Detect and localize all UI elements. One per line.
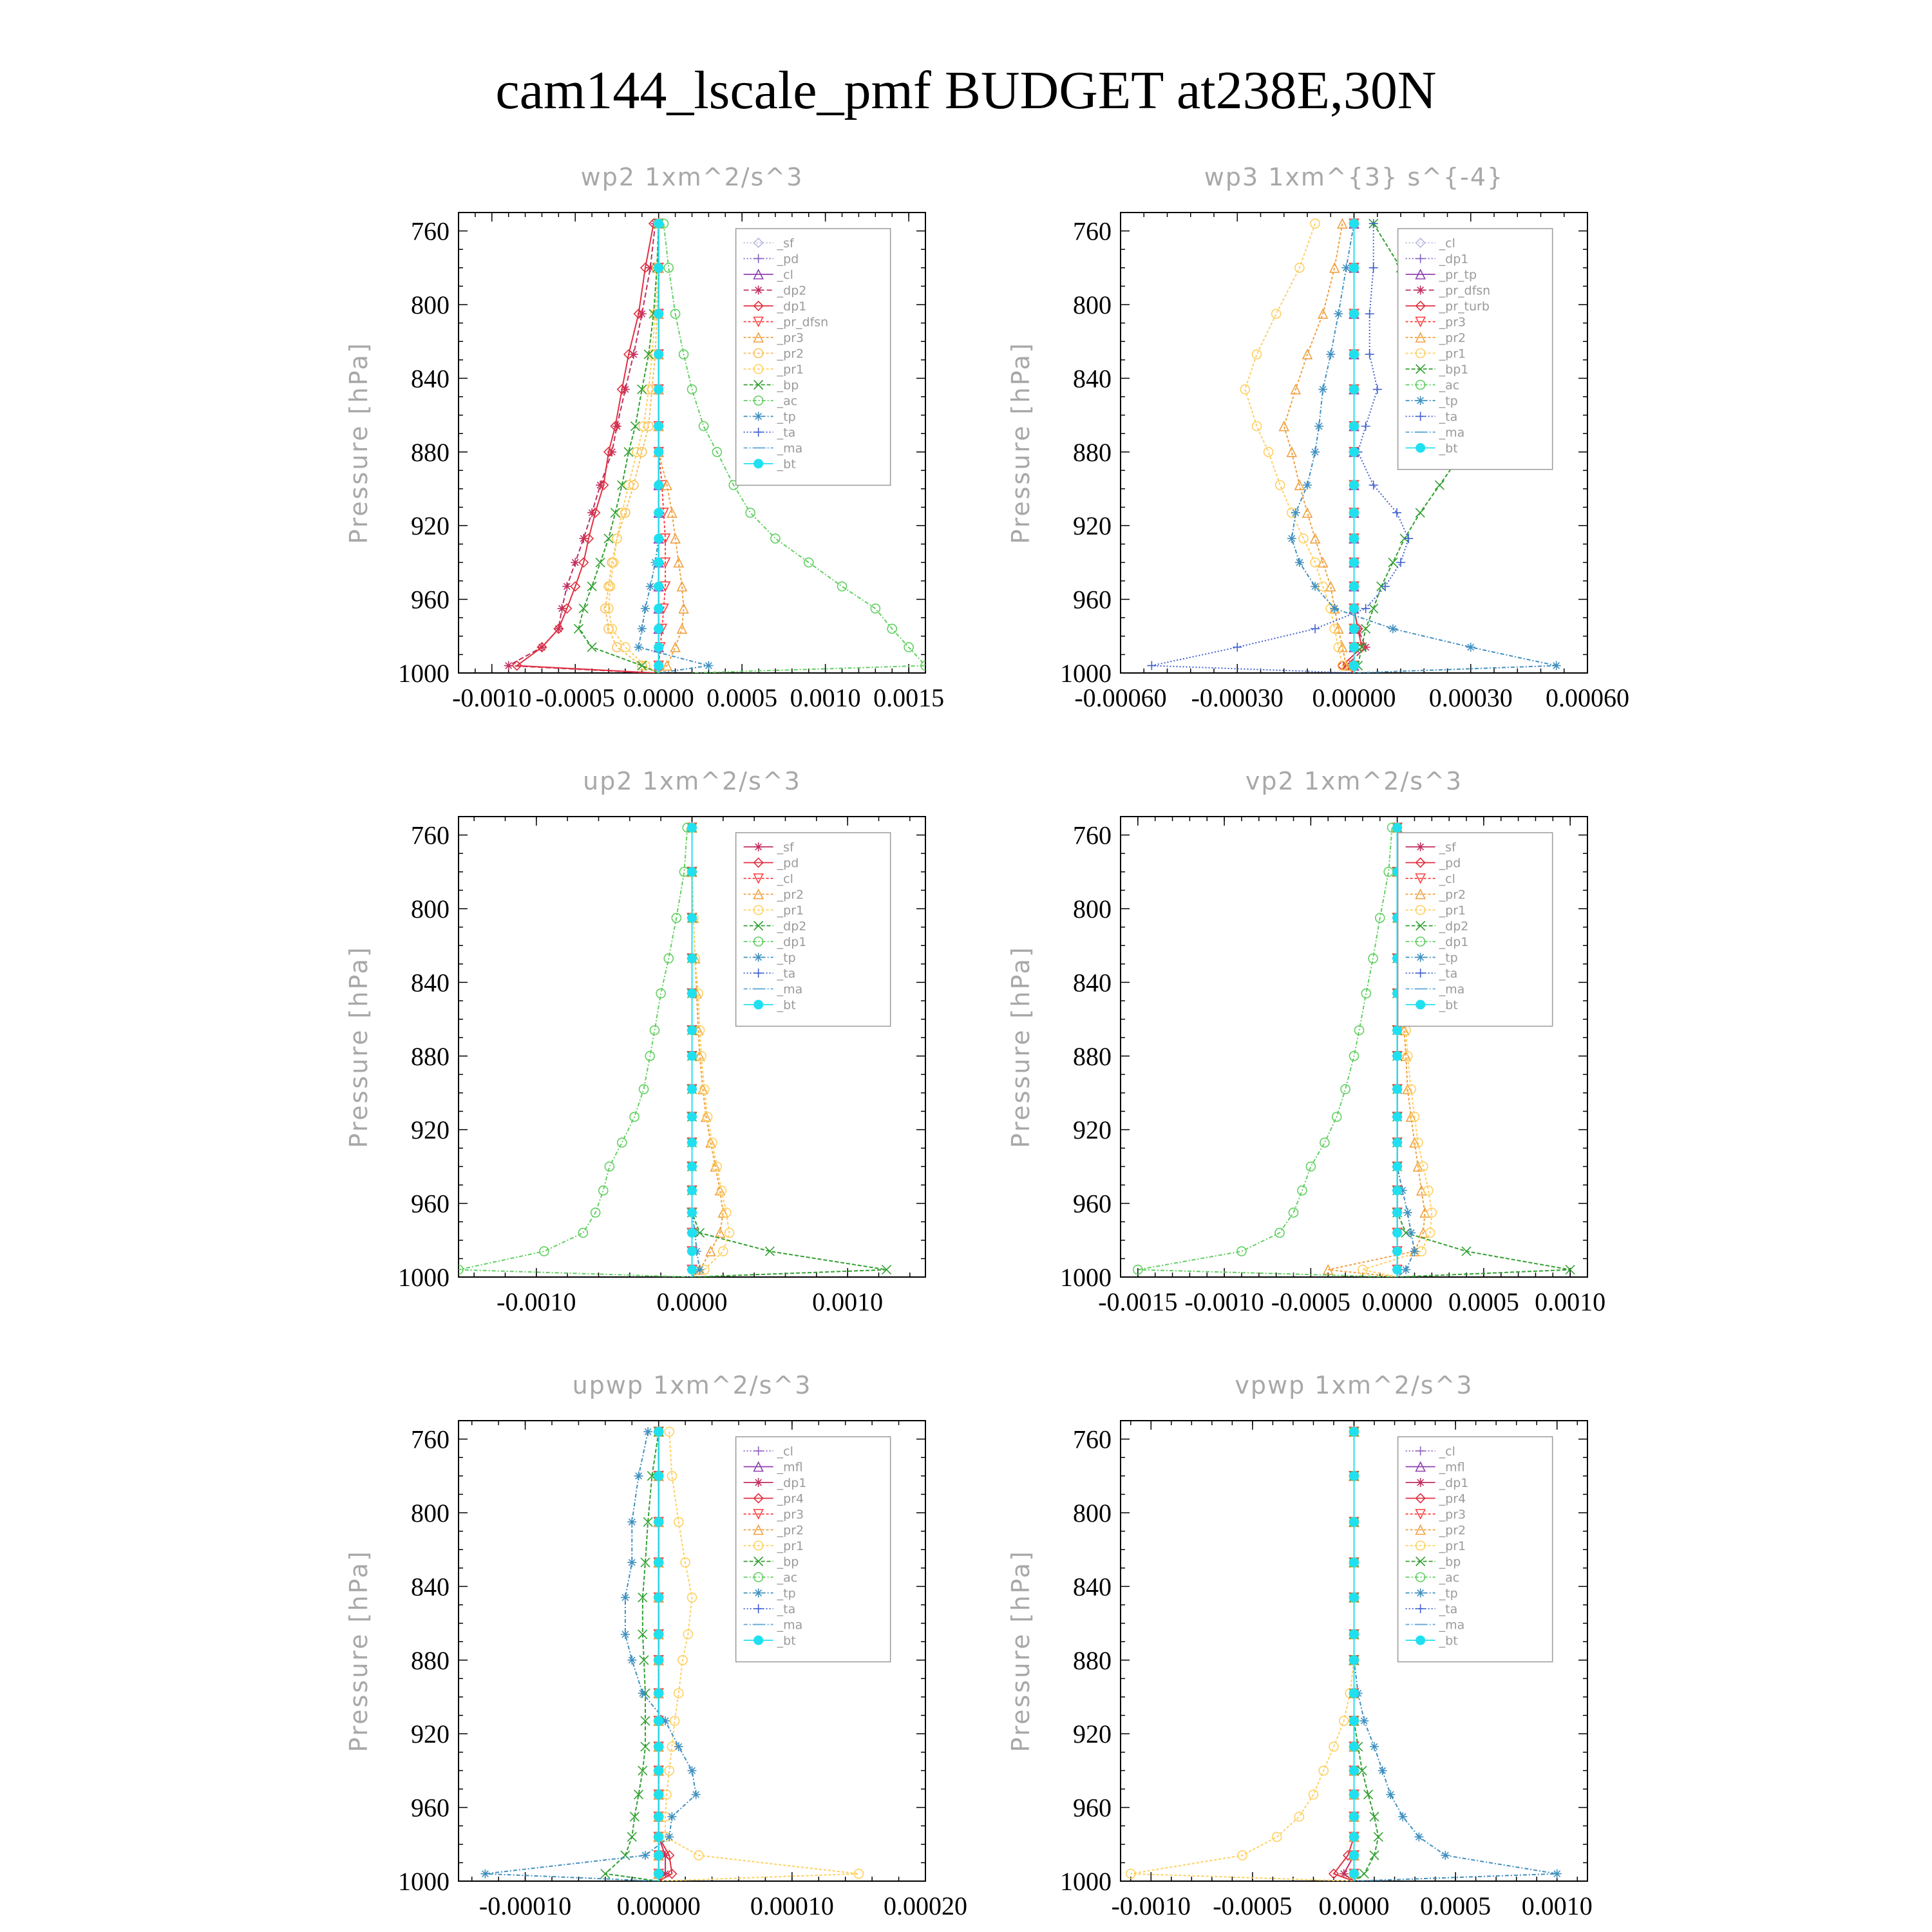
legend-marker bbox=[754, 412, 763, 421]
data-point_bt bbox=[1393, 1138, 1402, 1147]
legend-label: _pd bbox=[777, 856, 799, 871]
x-tick-label: -0.00030 bbox=[1191, 683, 1283, 712]
legend-marker bbox=[754, 1478, 763, 1487]
data-point_bt bbox=[1350, 219, 1359, 228]
legend-label: _ac bbox=[1439, 1571, 1460, 1585]
x-tick-label: -0.00060 bbox=[1074, 683, 1167, 712]
data-point_bt bbox=[1350, 534, 1359, 543]
y-tick-label: 1000 bbox=[398, 1263, 450, 1292]
data-point_bt bbox=[654, 1593, 663, 1602]
legend-label: _pr2 bbox=[777, 1523, 804, 1538]
data-point_bt bbox=[654, 309, 663, 318]
legend-marker bbox=[1416, 286, 1425, 295]
data-point_tp bbox=[1441, 1851, 1450, 1860]
legend-label: _bt bbox=[777, 998, 796, 1012]
legend-label: _tp bbox=[1439, 951, 1458, 965]
legend-label: _pr_dfsn bbox=[1439, 283, 1491, 298]
data-point_tp bbox=[1414, 1832, 1423, 1841]
data-point_bt bbox=[1350, 1870, 1359, 1879]
legend-label: _ta bbox=[1439, 1602, 1458, 1616]
data-point_tp bbox=[1398, 1812, 1407, 1821]
legend-label: _dp1 bbox=[1439, 935, 1469, 949]
data-point_bt bbox=[654, 534, 663, 543]
data-point_bt bbox=[1350, 309, 1359, 318]
legend-label: _ta bbox=[1439, 410, 1458, 424]
legend-label: _ma bbox=[1439, 1618, 1465, 1633]
legend-label: _ma bbox=[777, 1618, 803, 1633]
y-tick-label: 920 bbox=[411, 511, 450, 541]
legend-marker bbox=[754, 842, 763, 851]
data-point_bt bbox=[654, 1517, 663, 1526]
chart-title: wp3 1xm^{3} s^{-4} bbox=[1204, 163, 1504, 191]
data-point_bt bbox=[654, 1558, 663, 1567]
data-point_bt bbox=[688, 1208, 697, 1217]
chart-title: vpwp 1xm^2/s^3 bbox=[1235, 1371, 1473, 1399]
y-tick-label: 840 bbox=[1073, 1572, 1112, 1602]
data-point_bt bbox=[1350, 643, 1359, 652]
data-point_bt bbox=[654, 1716, 663, 1725]
data-point_bt bbox=[654, 1472, 663, 1481]
y-tick-label: 920 bbox=[1073, 1719, 1112, 1749]
y-tick-label: 800 bbox=[411, 290, 450, 319]
x-tick-label: 0.0010 bbox=[1521, 1891, 1593, 1920]
data-point_bt bbox=[688, 1026, 697, 1035]
data-point_bt bbox=[1350, 1766, 1359, 1775]
chart-title: vp2 1xm^2/s^3 bbox=[1245, 767, 1463, 795]
legend-marker bbox=[1416, 1589, 1425, 1598]
legend-label: _dp2 bbox=[1439, 919, 1469, 934]
data-point_tp bbox=[1370, 1742, 1379, 1751]
legend-label: _bt bbox=[1439, 998, 1458, 1012]
legend-label: _bt bbox=[777, 1634, 796, 1648]
y-tick-label: 760 bbox=[1073, 216, 1112, 246]
legend-label: _pr2 bbox=[777, 887, 804, 902]
y-tick-label: 960 bbox=[1073, 1793, 1112, 1823]
legend-marker bbox=[754, 1636, 763, 1645]
data-point_bt bbox=[654, 624, 663, 633]
data-point_bt bbox=[1393, 1162, 1402, 1171]
data-point_bt bbox=[688, 1228, 697, 1237]
data-point_bt bbox=[654, 385, 663, 394]
legend-box bbox=[736, 833, 891, 1027]
data-point_bt bbox=[1350, 1427, 1359, 1436]
legend-label: _pr3 bbox=[777, 1508, 804, 1522]
y-tick-label: 1000 bbox=[1060, 1867, 1112, 1896]
y-tick-label: 840 bbox=[411, 968, 450, 998]
data-point_bt bbox=[1350, 1630, 1359, 1639]
legend-marker bbox=[1416, 444, 1425, 453]
data-point_bt bbox=[1350, 1851, 1359, 1860]
chart-title: wp2 1xm^2/s^3 bbox=[580, 163, 804, 191]
data-point_bt bbox=[1393, 1208, 1402, 1217]
y-tick-label: 760 bbox=[411, 216, 450, 246]
x-tick-label: 0.0000 bbox=[623, 683, 694, 712]
legend-label: _tp bbox=[777, 410, 796, 424]
x-tick-label: 0.0010 bbox=[812, 1287, 884, 1316]
data-point_bt bbox=[654, 1742, 663, 1751]
legend-marker bbox=[754, 1589, 763, 1598]
legend-label: _bt bbox=[777, 457, 796, 471]
data-point_bt bbox=[654, 263, 663, 272]
y-tick-label: 1000 bbox=[398, 1867, 450, 1896]
data-point_bt bbox=[1350, 1593, 1359, 1602]
legend-label: _bt bbox=[1439, 1634, 1458, 1648]
x-tick-label: -0.0015 bbox=[1098, 1287, 1178, 1316]
data-point_bt bbox=[1350, 1656, 1359, 1665]
data-point_bt bbox=[1350, 263, 1359, 272]
data-point_bt bbox=[1393, 1247, 1402, 1256]
data-point_tp bbox=[1553, 1870, 1562, 1879]
data-point_bt bbox=[654, 558, 663, 567]
data-point_bt bbox=[1393, 1084, 1402, 1094]
x-tick-label: 0.00010 bbox=[750, 1891, 834, 1920]
data-point_bt bbox=[654, 643, 663, 652]
y-tick-label: 880 bbox=[1073, 437, 1112, 467]
y-axis-label: Pressure [hPa] bbox=[345, 1549, 373, 1752]
legend-marker bbox=[754, 953, 763, 962]
legend-label: _pr1 bbox=[777, 363, 804, 377]
data-point_bt bbox=[1350, 582, 1359, 591]
data-point_bt bbox=[1350, 448, 1359, 457]
legend-marker bbox=[1416, 1636, 1425, 1645]
data-point_bt bbox=[1350, 422, 1359, 431]
legend-label: _tp bbox=[777, 1586, 796, 1601]
data-point_bt bbox=[1350, 1517, 1359, 1526]
data-point_bt bbox=[1350, 661, 1359, 670]
data-point_bt bbox=[688, 823, 697, 832]
legend-box bbox=[736, 229, 891, 486]
legend-label: _mfl bbox=[1439, 1460, 1465, 1475]
y-tick-label: 800 bbox=[411, 1499, 450, 1528]
y-tick-label: 880 bbox=[411, 1645, 450, 1675]
data-point_bt bbox=[1393, 1026, 1402, 1035]
data-point_bt bbox=[688, 1138, 697, 1147]
legend-label: _pr1 bbox=[1439, 346, 1466, 361]
data-point_bt bbox=[1350, 1716, 1359, 1725]
x-tick-label: -0.00010 bbox=[478, 1891, 572, 1920]
data-point_bt bbox=[1393, 1186, 1402, 1195]
y-tick-label: 800 bbox=[1073, 895, 1112, 923]
x-tick-label: -0.0010 bbox=[452, 683, 532, 712]
y-tick-label: 1000 bbox=[398, 659, 450, 688]
y-axis-label: Pressure [hPa] bbox=[1007, 1549, 1035, 1752]
legend-label: _bp bbox=[777, 378, 799, 393]
data-point_bt bbox=[654, 1851, 663, 1860]
y-tick-label: 1000 bbox=[1060, 659, 1112, 688]
legend-label: _bp bbox=[1439, 1555, 1461, 1569]
x-tick-label: 0.00000 bbox=[1312, 683, 1396, 712]
legend-label: _pr4 bbox=[1439, 1492, 1466, 1506]
legend-label: _dp1 bbox=[777, 299, 807, 314]
data-point_bt bbox=[654, 448, 663, 457]
legend-label: _tp bbox=[1439, 1586, 1458, 1601]
x-tick-label: 0.00020 bbox=[884, 1891, 967, 1920]
x-tick-label: 0.0005 bbox=[706, 683, 778, 712]
legend-label: _pr1 bbox=[1439, 1539, 1466, 1553]
legend-label: _dp2 bbox=[777, 283, 807, 298]
x-tick-label: 0.0000 bbox=[1318, 1891, 1390, 1920]
legend-label: _tp bbox=[777, 951, 796, 965]
data-point_tp bbox=[1359, 1716, 1368, 1725]
y-tick-label: 880 bbox=[411, 437, 450, 467]
legend-marker bbox=[1416, 1000, 1425, 1009]
data-point_bt bbox=[688, 1162, 697, 1171]
y-tick-label: 960 bbox=[411, 1793, 450, 1823]
legend-label: _dp2 bbox=[777, 919, 807, 934]
legend-label: _pr1 bbox=[777, 904, 804, 918]
data-point_bt bbox=[1350, 1832, 1359, 1841]
legend-label: _ac bbox=[777, 1571, 798, 1585]
legend-label: _bt bbox=[1439, 441, 1458, 456]
data-point_bt bbox=[1350, 350, 1359, 359]
data-point_bt bbox=[654, 1656, 663, 1665]
legend-label: _pr1 bbox=[1439, 904, 1466, 918]
y-tick-label: 920 bbox=[411, 1719, 450, 1749]
data-point_bt bbox=[1350, 385, 1359, 394]
chart-title: upwp 1xm^2/s^3 bbox=[572, 1371, 812, 1399]
data-point_bt bbox=[1393, 1265, 1402, 1274]
legend-marker bbox=[754, 1000, 763, 1009]
data-point_bt bbox=[654, 1790, 663, 1799]
data-point_tp bbox=[667, 1812, 676, 1821]
data-point_bt bbox=[654, 219, 663, 228]
data-point_bt bbox=[654, 661, 663, 670]
legend-label: _pr_turb bbox=[1439, 299, 1490, 314]
legend-label: _cl bbox=[1439, 236, 1455, 251]
y-tick-label: 920 bbox=[1073, 511, 1112, 541]
y-tick-label: 760 bbox=[1073, 1425, 1112, 1454]
legend-label: _pr2 bbox=[777, 346, 804, 361]
data-point_bt bbox=[688, 1247, 697, 1256]
legend-marker bbox=[754, 286, 763, 295]
data-point_bt bbox=[654, 422, 663, 431]
data-point_bt bbox=[688, 1112, 697, 1121]
data-point_bt bbox=[654, 480, 663, 489]
y-tick-label: 760 bbox=[411, 820, 450, 850]
y-tick-label: 800 bbox=[411, 895, 450, 923]
data-point_bt bbox=[688, 954, 697, 963]
y-tick-label: 960 bbox=[1073, 1189, 1112, 1218]
data-point_bt bbox=[654, 1766, 663, 1775]
data-point_bt bbox=[688, 1052, 697, 1061]
legend-marker bbox=[1416, 1478, 1425, 1487]
x-tick-label: 0.00060 bbox=[1546, 683, 1629, 712]
data-point_bt bbox=[1350, 558, 1359, 567]
legend-label: _sf bbox=[1439, 840, 1456, 855]
legend-label: _cl bbox=[777, 872, 793, 886]
legend-marker bbox=[1416, 396, 1425, 405]
data-point_bt bbox=[654, 582, 663, 591]
legend-marker bbox=[1416, 953, 1425, 962]
y-tick-label: 840 bbox=[1073, 968, 1112, 998]
legend-label: _pr_tp bbox=[1439, 268, 1477, 282]
y-axis-label: Pressure [hPa] bbox=[1007, 341, 1035, 544]
legend-label: _dp1 bbox=[1439, 252, 1469, 267]
x-tick-label: 0.0015 bbox=[873, 683, 945, 712]
x-tick-label: -0.0010 bbox=[497, 1287, 576, 1316]
legend-label: _dp1 bbox=[1439, 1476, 1469, 1490]
legend-label: _pr2 bbox=[1439, 887, 1466, 902]
y-tick-label: 840 bbox=[411, 1572, 450, 1602]
y-tick-label: 760 bbox=[411, 1425, 450, 1454]
legend-label: _dp1 bbox=[777, 1476, 807, 1490]
y-axis-label: Pressure [hPa] bbox=[345, 341, 373, 544]
legend-label: _ta bbox=[777, 967, 796, 981]
data-point_bt bbox=[1350, 624, 1359, 633]
legend-marker bbox=[754, 459, 763, 468]
data-point_tp bbox=[1406, 1228, 1416, 1237]
data-point_bt bbox=[654, 1630, 663, 1639]
y-tick-label: 960 bbox=[411, 1189, 450, 1218]
data-point_tp bbox=[1318, 385, 1327, 394]
x-tick-label: 0.0010 bbox=[790, 683, 861, 712]
data-point_tp bbox=[688, 1766, 697, 1775]
data-point_bt bbox=[1350, 1812, 1359, 1821]
data-point_bt bbox=[688, 1186, 697, 1195]
legend-box bbox=[1398, 1437, 1553, 1662]
x-tick-label: 0.0010 bbox=[1535, 1287, 1606, 1316]
legend-label: _sf bbox=[777, 236, 794, 251]
y-tick-label: 960 bbox=[1073, 585, 1112, 614]
data-point_tp bbox=[1386, 1790, 1395, 1799]
data-point_bt bbox=[1350, 480, 1359, 489]
legend-label: _sf bbox=[777, 840, 794, 855]
y-axis-label: Pressure [hPa] bbox=[1007, 945, 1035, 1148]
y-tick-label: 800 bbox=[1073, 1499, 1112, 1528]
legend-label: _cl bbox=[1439, 1444, 1455, 1459]
x-tick-label: 0.0000 bbox=[1361, 1287, 1433, 1316]
legend-label: _tp bbox=[1439, 394, 1458, 408]
legend-label: _pr4 bbox=[777, 1492, 804, 1506]
x-tick-label: -0.0005 bbox=[1271, 1287, 1351, 1316]
legend-label: _ac bbox=[777, 394, 798, 408]
legend-label: _dp1 bbox=[777, 935, 807, 949]
data-point_bt bbox=[1393, 1112, 1402, 1121]
y-tick-label: 880 bbox=[1073, 1041, 1112, 1071]
x-tick-label: -0.0005 bbox=[535, 683, 615, 712]
data-point_bt bbox=[1393, 1052, 1402, 1061]
legend-label: _pr3 bbox=[777, 331, 804, 345]
chart-title: up2 1xm^2/s^3 bbox=[583, 767, 801, 795]
legend-label: _ma bbox=[1439, 426, 1465, 440]
data-point_bt bbox=[654, 1832, 663, 1841]
data-point_bt bbox=[654, 1812, 663, 1821]
y-tick-label: 1000 bbox=[1060, 1263, 1112, 1292]
legend-label: _ac bbox=[1439, 378, 1460, 393]
data-point_bt bbox=[1350, 604, 1359, 613]
data-point_bt bbox=[688, 1084, 697, 1094]
data-point_bt bbox=[654, 1427, 663, 1436]
legend-label: _bp bbox=[777, 1555, 799, 1569]
data-point_bt bbox=[654, 350, 663, 359]
y-tick-label: 760 bbox=[1073, 820, 1112, 850]
legend-box bbox=[736, 1437, 891, 1662]
legend-label: _cl bbox=[777, 268, 793, 282]
data-point_tp bbox=[1403, 1208, 1412, 1217]
legend-label: _pr3 bbox=[1439, 315, 1466, 330]
figure-title: cam144_lscale_pmf BUDGET at238E,30N bbox=[495, 61, 1437, 120]
legend-label: _ta bbox=[777, 426, 796, 440]
data-point_tp bbox=[1378, 1766, 1387, 1775]
y-tick-label: 880 bbox=[1073, 1645, 1112, 1675]
data-point_bt bbox=[1393, 1228, 1402, 1237]
x-tick-label: -0.0010 bbox=[1111, 1891, 1191, 1920]
legend-label: _pd bbox=[777, 252, 799, 267]
data-point_bt bbox=[688, 913, 697, 922]
legend-label: _pr_dfsn bbox=[777, 315, 829, 330]
legend-label: _pd bbox=[1439, 856, 1461, 871]
legend-label: _ta bbox=[777, 1602, 796, 1616]
legend-box bbox=[1398, 833, 1553, 1027]
data-point_bt bbox=[1350, 1558, 1359, 1567]
legend-label: _ma bbox=[777, 982, 803, 997]
legend-label: _pr2 bbox=[1439, 331, 1466, 345]
y-tick-label: 960 bbox=[411, 585, 450, 614]
data-point_bt bbox=[654, 1689, 663, 1698]
x-tick-label: 0.0000 bbox=[656, 1287, 728, 1316]
data-point_bt bbox=[1350, 1689, 1359, 1698]
data-point_bt bbox=[688, 989, 697, 998]
x-tick-label: 0.0005 bbox=[1420, 1891, 1492, 1920]
legend-label: _ma bbox=[1439, 982, 1465, 997]
data-point_bt bbox=[654, 508, 663, 517]
y-tick-label: 840 bbox=[411, 364, 450, 393]
data-point_bt bbox=[688, 867, 697, 876]
data-point_bt bbox=[1350, 1742, 1359, 1751]
data-point_tp bbox=[641, 1851, 650, 1860]
y-tick-label: 840 bbox=[1073, 364, 1112, 393]
legend-label: _pr3 bbox=[1439, 1508, 1466, 1522]
legend-label: _pr2 bbox=[1439, 1523, 1466, 1538]
data-point_bt bbox=[1350, 1790, 1359, 1799]
x-tick-label: -0.0005 bbox=[1213, 1891, 1293, 1920]
legend-label: _bp1 bbox=[1439, 363, 1469, 377]
y-axis-label: Pressure [hPa] bbox=[345, 945, 373, 1148]
x-tick-label: 0.00030 bbox=[1428, 683, 1513, 712]
y-tick-label: 920 bbox=[411, 1115, 450, 1145]
legend-label: _cl bbox=[1439, 872, 1455, 886]
legend-marker bbox=[1416, 842, 1425, 851]
legend-label: _cl bbox=[777, 1444, 793, 1459]
y-tick-label: 880 bbox=[411, 1041, 450, 1071]
data-point_bt bbox=[654, 1870, 663, 1879]
legend-label: _ta bbox=[1439, 967, 1458, 981]
data-point_bt bbox=[688, 1265, 697, 1274]
x-tick-label: -0.0010 bbox=[1184, 1287, 1264, 1316]
y-tick-label: 920 bbox=[1073, 1115, 1112, 1145]
legend-label: _ma bbox=[777, 441, 803, 456]
data-point_bt bbox=[654, 604, 663, 613]
x-tick-label: 0.00000 bbox=[616, 1891, 701, 1920]
data-point_bt bbox=[1393, 823, 1402, 832]
legend-label: _mfl bbox=[777, 1460, 803, 1475]
data-point_bt bbox=[1350, 508, 1359, 517]
data-point_bt bbox=[1350, 1472, 1359, 1481]
data-point_tp bbox=[1334, 309, 1343, 318]
x-tick-label: 0.0005 bbox=[1448, 1287, 1519, 1316]
legend-label: _pr1 bbox=[777, 1539, 804, 1553]
y-tick-label: 800 bbox=[1073, 290, 1112, 319]
